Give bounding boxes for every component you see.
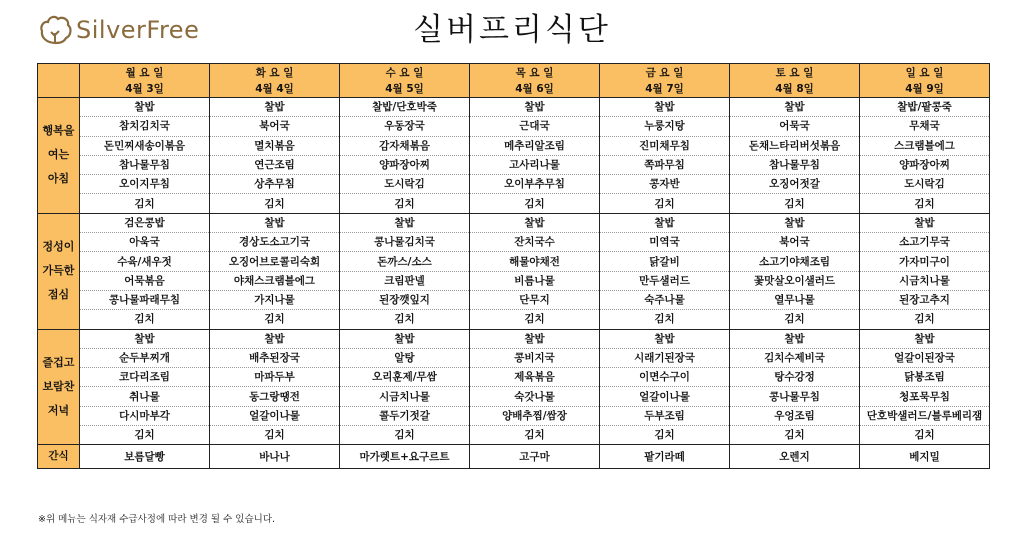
day-name: 화 요 일	[255, 66, 294, 79]
menu-item: 닭갈비	[600, 252, 730, 271]
menu-table	[37, 63, 990, 469]
meal-label	[38, 213, 80, 329]
menu-item: 취나물	[80, 387, 210, 406]
menu-row	[38, 310, 990, 329]
menu-item: 찰밥	[210, 98, 340, 117]
menu-item: 콩나물무침	[730, 387, 860, 406]
menu-item: 야채스크램블에그	[210, 271, 340, 290]
meal-label-line: 아침	[47, 172, 70, 186]
menu-row	[38, 194, 990, 213]
menu-item: 숙주나물	[600, 290, 730, 309]
day-name: 목 요 일	[515, 66, 554, 79]
snack-item: 팥기라떼	[600, 445, 730, 469]
menu-item: 검은콩밥	[80, 213, 210, 232]
menu-item: 마파두부	[210, 368, 340, 387]
menu-item: 무채국	[860, 117, 990, 136]
menu-item: 우엉조림	[730, 406, 860, 425]
menu-item: 찰밥	[730, 98, 860, 117]
day-name: 금 요 일	[645, 66, 684, 79]
menu-item: 참나물무침	[80, 155, 210, 174]
menu-item: 이면수구이	[600, 368, 730, 387]
meal-label-line: 정성이	[42, 240, 75, 254]
day-header-row	[38, 64, 990, 98]
menu-item: 콩자반	[600, 175, 730, 194]
menu-item: 순두부찌개	[80, 348, 210, 367]
menu-item: 비름나물	[470, 271, 600, 290]
menu-item: 찰밥	[730, 329, 860, 348]
menu-item: 김치	[80, 310, 210, 329]
corner-cell	[38, 64, 80, 98]
menu-item: 김치	[210, 310, 340, 329]
menu-item: 경상도소고기국	[210, 233, 340, 252]
menu-row	[38, 117, 990, 136]
menu-item: 김치	[340, 194, 470, 213]
menu-item: 오리훈제/무쌈	[340, 368, 470, 387]
menu-item: 김치	[340, 426, 470, 445]
menu-row	[38, 329, 990, 348]
day-name: 토 요 일	[775, 66, 814, 79]
menu-item: 김치	[600, 194, 730, 213]
menu-item: 찰밥	[470, 98, 600, 117]
menu-item: 아욱국	[80, 233, 210, 252]
menu-row	[38, 252, 990, 271]
menu-item: 오이부추무침	[470, 175, 600, 194]
menu-item: 된장깻잎지	[340, 290, 470, 309]
menu-item: 근대국	[470, 117, 600, 136]
menu-item: 소고기무국	[860, 233, 990, 252]
menu-item: 단무지	[470, 290, 600, 309]
menu-item: 참나물무침	[730, 155, 860, 174]
menu-item: 우동장국	[340, 117, 470, 136]
menu-item: 찰밥	[80, 329, 210, 348]
meal-label-line: 행복을	[42, 124, 75, 138]
snack-item: 베지밀	[860, 445, 990, 469]
menu-item: 크림판넬	[340, 271, 470, 290]
menu-row	[38, 155, 990, 174]
logo-text: SilverFree	[76, 16, 200, 44]
menu-item: 탕수강정	[730, 368, 860, 387]
menu-item: 단호박샐러드/블루베리잼	[860, 406, 990, 425]
day-name: 월 요 일	[125, 66, 164, 79]
snack-item: 오렌지	[730, 445, 860, 469]
menu-item: 찰밥/팥콩죽	[860, 98, 990, 117]
menu-item: 도시락김	[340, 175, 470, 194]
menu-item: 연근조림	[210, 155, 340, 174]
menu-item: 김치	[470, 426, 600, 445]
meal-label-line: 가득한	[42, 264, 75, 278]
footer-note: ※위 메뉴는 식자재 수급사정에 따라 변경 될 수 있습니다.	[38, 514, 276, 525]
day-date: 4월 3일	[125, 82, 164, 95]
snack-item: 보름달빵	[80, 445, 210, 469]
menu-item: 오징어젓갈	[730, 175, 860, 194]
menu-item: 북어국	[730, 233, 860, 252]
menu-row	[38, 271, 990, 290]
menu-item: 배추된장국	[210, 348, 340, 367]
menu-item: 찰밥	[80, 98, 210, 117]
day-date: 4월 7일	[645, 82, 684, 95]
menu-item: 찰밥	[730, 213, 860, 232]
menu-item: 시금치나물	[860, 271, 990, 290]
menu-item: 수육/새우젓	[80, 252, 210, 271]
menu-item: 돈채느타리버섯볶음	[730, 136, 860, 155]
menu-item: 해물야채전	[470, 252, 600, 271]
menu-item: 어묵국	[730, 117, 860, 136]
day-date: 4월 6일	[515, 82, 554, 95]
meal-label	[38, 329, 80, 445]
menu-row	[38, 348, 990, 367]
menu-item: 시금치나물	[340, 387, 470, 406]
menu-row	[38, 98, 990, 117]
menu-item: 김치수제비국	[730, 348, 860, 367]
menu-item: 김치	[470, 310, 600, 329]
menu-item: 다시마부각	[80, 406, 210, 425]
menu-item: 양파장아찌	[860, 155, 990, 174]
menu-item: 가자미구이	[860, 252, 990, 271]
menu-item: 콩나물파래무침	[80, 290, 210, 309]
menu-item: 얼갈이된장국	[860, 348, 990, 367]
menu-row	[38, 387, 990, 406]
menu-item: 얼갈이나물	[210, 406, 340, 425]
menu-item: 소고기야채조림	[730, 252, 860, 271]
menu-item: 상추무침	[210, 175, 340, 194]
menu-item: 찰밥	[210, 329, 340, 348]
menu-item: 김치	[860, 310, 990, 329]
snack-item: 고구마	[470, 445, 600, 469]
menu-item: 김치	[470, 194, 600, 213]
menu-item: 찰밥	[860, 213, 990, 232]
meal-label-line: 즐겁고	[42, 355, 75, 369]
menu-item: 꽃맛살오이샐러드	[730, 271, 860, 290]
menu-item: 김치	[340, 310, 470, 329]
menu-item: 참치김치국	[80, 117, 210, 136]
menu-row	[38, 175, 990, 194]
menu-item: 가지나물	[210, 290, 340, 309]
menu-item: 동그랑땡전	[210, 387, 340, 406]
menu-item: 만두샐러드	[600, 271, 730, 290]
menu-item: 찰밥	[600, 329, 730, 348]
menu-item: 찰밥	[210, 213, 340, 232]
day-date: 4월 5일	[385, 82, 424, 95]
day-header	[210, 64, 340, 98]
menu-item: 김치	[600, 426, 730, 445]
day-date: 4월 4일	[255, 82, 294, 95]
menu-item: 제육볶음	[470, 368, 600, 387]
menu-row	[38, 368, 990, 387]
day-name: 수 요 일	[385, 66, 424, 79]
menu-item: 도시락김	[860, 175, 990, 194]
menu-item: 찰밥	[470, 329, 600, 348]
menu-item: 찰밥	[340, 329, 470, 348]
menu-item: 얼갈이나물	[600, 387, 730, 406]
snack-label: 간식	[38, 445, 80, 469]
menu-item: 찰밥	[600, 98, 730, 117]
menu-item: 양배추찜/쌈장	[470, 406, 600, 425]
menu-item: 오징어브로콜리숙회	[210, 252, 340, 271]
menu-item: 메추리알조림	[470, 136, 600, 155]
page-title: 실버프리식단	[413, 12, 611, 48]
meal-label-line: 보람찬	[42, 379, 75, 393]
menu-item: 김치	[860, 426, 990, 445]
day-date: 4월 8일	[775, 82, 814, 95]
menu-item: 찰밥/단호박죽	[340, 98, 470, 117]
menu-item: 콜두기젓갈	[340, 406, 470, 425]
menu-item: 북어국	[210, 117, 340, 136]
menu-item: 된장고추지	[860, 290, 990, 309]
menu-item: 진미채무침	[600, 136, 730, 155]
menu-item: 김치	[210, 194, 340, 213]
menu-item: 두부조림	[600, 406, 730, 425]
menu-item: 김치	[730, 194, 860, 213]
day-date: 4월 9일	[905, 82, 944, 95]
menu-item: 누룽지탕	[600, 117, 730, 136]
day-header	[600, 64, 730, 98]
menu-item: 김치	[80, 426, 210, 445]
day-name: 일 요 일	[905, 66, 944, 79]
menu-item: 감자채볶음	[340, 136, 470, 155]
menu-item: 찰밥	[340, 213, 470, 232]
menu-item: 알탕	[340, 348, 470, 367]
menu-item: 스크램블에그	[860, 136, 990, 155]
menu-item: 김치	[600, 310, 730, 329]
menu-item: 쪽파무침	[600, 155, 730, 174]
menu-item: 열무나물	[730, 290, 860, 309]
meal-label-line: 점심	[47, 288, 70, 302]
meal-label-line: 여는	[47, 148, 70, 162]
menu-item: 어묵볶음	[80, 271, 210, 290]
menu-item: 돈민찌새송이볶음	[80, 136, 210, 155]
menu-item: 콩나물김치국	[340, 233, 470, 252]
menu-item: 양파장아찌	[340, 155, 470, 174]
day-header	[470, 64, 600, 98]
menu-item: 미역국	[600, 233, 730, 252]
menu-row	[38, 290, 990, 309]
menu-item: 시래기된장국	[600, 348, 730, 367]
menu-item: 찰밥	[600, 213, 730, 232]
menu-item: 오이지무침	[80, 175, 210, 194]
meal-label	[38, 98, 80, 214]
menu-row	[38, 136, 990, 155]
menu-item: 김치	[210, 426, 340, 445]
menu-item: 콩비지국	[470, 348, 600, 367]
menu-row	[38, 406, 990, 425]
snack-row	[38, 445, 990, 469]
menu-item: 김치	[730, 310, 860, 329]
menu-item: 찰밥	[470, 213, 600, 232]
menu-item: 닭봉조림	[860, 368, 990, 387]
menu-item: 김치	[860, 194, 990, 213]
menu-item: 코다리조림	[80, 368, 210, 387]
day-header	[340, 64, 470, 98]
snack-item: 마가렛트+요구르트	[340, 445, 470, 469]
menu-item: 멸치볶음	[210, 136, 340, 155]
day-header	[80, 64, 210, 98]
day-header	[860, 64, 990, 98]
menu-item: 김치	[80, 194, 210, 213]
menu-item: 고사리나물	[470, 155, 600, 174]
menu-item: 숙갓나물	[470, 387, 600, 406]
menu-item: 찰밥	[860, 329, 990, 348]
menu-item: 김치	[730, 426, 860, 445]
menu-row	[38, 233, 990, 252]
menu-item: 잔치국수	[470, 233, 600, 252]
menu-row	[38, 426, 990, 445]
snack-item: 바나나	[210, 445, 340, 469]
meal-label-line: 저녁	[47, 403, 70, 417]
menu-item: 청포묵무침	[860, 387, 990, 406]
day-header	[730, 64, 860, 98]
menu-item: 돈까스/소스	[340, 252, 470, 271]
menu-row	[38, 213, 990, 232]
